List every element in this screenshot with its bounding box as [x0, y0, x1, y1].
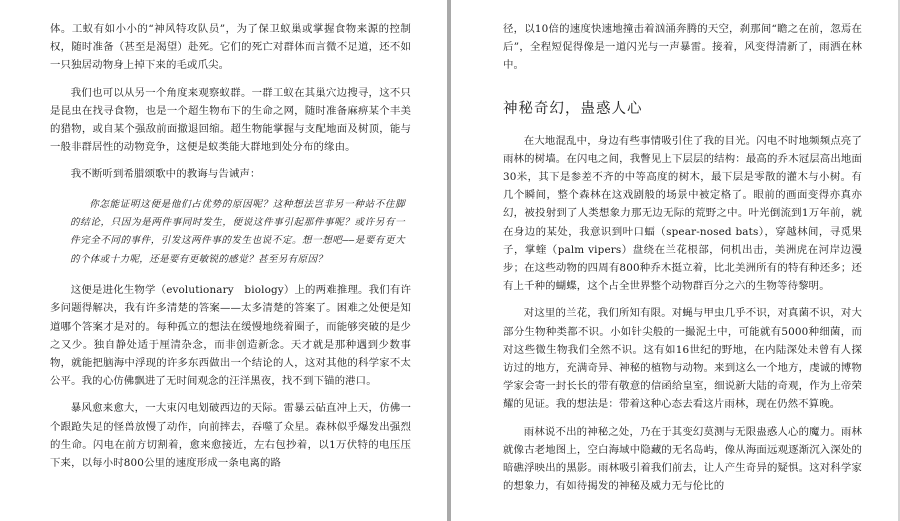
left-paragraph-4: 这便是进化生物学（evolutionary biology）上的两难推理。我们有许多问题得解决，我有许多清楚的答案——太多清楚的答案了。困难之处便是知道哪个答案才是对的。每种孤立的想法在缓慢地绕着圈子，而能够突破的是少之又少。独自静处适于厘清杂念，而非创造新念。天才就是那种遇到少数事物，就能把脑海中浮现的许多东西做出一个结论的人，这对其他的科学家不太公平。我的心仿佛飘进了无时间观念的汪洋黑夜，找不到下锚的港口。 — [50, 284, 411, 388]
left-page — [0, 0, 447, 521]
left-paragraph-1: 体。工蚁有如小小的“神风特攻队员”，为了保卫蚁巢或掌握食物来源的控制权，随时准备（甚至是渴望）赴死。它们的死亡对群体而言微不足道，还不如一只独居动物身上掉下来的毛或爪尖。 — [50, 23, 411, 72]
left-paragraph-5: 暴风愈来愈大，一大束闪电划破西边的天际。雷暴云砧直冲上天，仿佛一个跟跄失足的怪兽放慢了动作，向前摔去，吞噬了众星。森林似乎爆发出强烈的生命。闪电在前方切割着，愈来愈接近，左右包抄着，以1万伏特的电压压下来，以每小时800公里的速度形成一条电离的路 — [50, 402, 411, 470]
chorus-quote: 你怎能证明这便是他们占优势的原因呢？这种想法岂非另一种站不住脚的结论，只因为是两件事同时发生，便说这件事引起那件事呢？或许另有一件完全不同的事件，引发这两件事的发生也说不定。想一想吧——是要有更大的个体或十力呢，还是要有更敏锐的感觉？甚至另有原因？ — [70, 198, 405, 265]
left-paragraph-2: 我们也可以从另一个角度来观察蚁群。一群工蚁在其巢穴边搜寻，这不只是昆虫在找寻食物，也是一个超生物布下的生命之网，随时准备麻痹某个丰美的猎物，或自某个强敌前面撤退回缩。超生物能掌握与支配地面及树顶，能与一般非群居性的动物竞争，这便是蚁类能大群地到处分布的缘由。 — [50, 86, 411, 154]
right-paragraph-1: 径，以10倍的速度快速地撞击着汹涌奔腾的天空，刹那间“瞻之在前，忽焉在后”，全程短促得像是一道闪光与一声暴雷。接着，风变得清新了，雨洒在林中。 — [503, 23, 862, 72]
left-paragraph-3: 我不断听到希腊颂歌中的教诲与告诫声： — [70, 168, 261, 181]
right-paragraph-2: 在大地混乱中，身边有些事情吸引住了我的目光。闪电不时地频频点亮了雨林的树墙。在闪电之间，我瞥见上下层层的结构：最高的乔木冠层高出地面30米，其下是参差不齐的中等高度的树木，最下层是零散的灌木与小树。有几个瞬间，整个森林在这戏剧般的场景中被定格了。眼前的画面变得亦真亦幻，被投射到了人类想象力那无边无际的荒野之中。叶光倒流到1万年前，就在身边的某处，我意识到叶口蝠（spear-nosed bats），穿越林间，寻觅果子，掌蝰（palm vipers）盘绕在兰花根部，伺机出击，美洲虎在河岸边漫步；在这些动物的四周有800种乔木挺立着，比北美洲所有的特有种还多；还有上千种的蝴蝶，这个占全世界整个动物群百分之六的生物等待黎明。 — [503, 134, 862, 293]
right-paragraph-3: 对这里的兰花，我们所知有限。对蝇与甲虫几乎不识，对真菌不识，对大部分生物种类都不识。小如针尖般的一撮泥土中，可能就有5000种细菌，而对这些微生物我们全然不识。这有如16世纪的野地，在内陆深处未曾有人探访过的地方，充满奇异、神秘的植物与动物。来到这么一个地方，虔诚的博物学家会寄一封长长的带有敬意的信函给皇室，细说新大陆的奇观，作为上帝荣耀的见证。我的想法是：带着这种心态去看这片雨林，现在仍然不算晚。 — [503, 307, 862, 411]
section-heading: 神秘奇幻，蛊惑人心 — [503, 100, 643, 117]
right-page — [451, 0, 900, 521]
right-paragraph-4: 雨林说不出的神秘之处，乃在于其变幻莫测与无限蛊惑人心的魔力。雨林就像古老地图上，空白海域中隐藏的无名岛屿，像从海面远观逐渐沉入深处的暗礁浮映出的黑影。雨林吸引着我们前去，让人产生奇异的疑惧。这对科学家的想象力，有如待揭发的神秘及威力无与伦比的 — [503, 425, 862, 493]
